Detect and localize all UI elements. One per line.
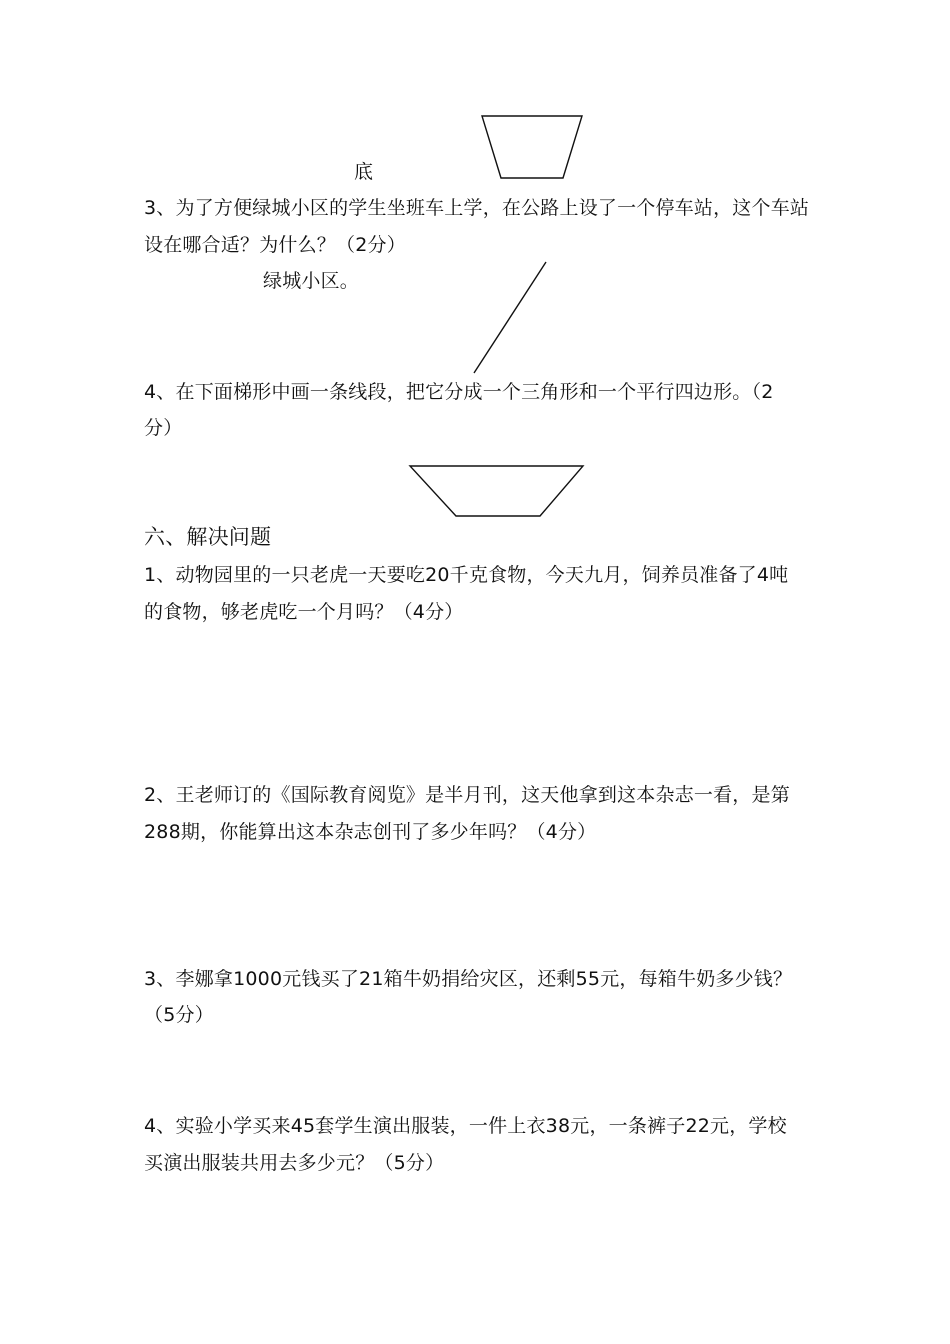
question-5-4-line2: 分） [144, 417, 183, 439]
question-6-1-line1: 1、动物园里的一只老虎一天要吃20千克食物，今天九月，饲养员准备了4吨 [144, 564, 789, 586]
community-label: 绿城小区。 [263, 270, 360, 292]
trapezoid-figure-bottom [410, 466, 583, 516]
question-5-3-line1: 3、为了方便绿城小区的学生坐班车上学，在公路上设了一个停车站，这个车站 [144, 197, 810, 219]
question-6-3-line1: 3、李娜拿1000元钱买了21箱牛奶捐给灾区，还剩55元，每箱牛奶多少钱？ [144, 968, 793, 990]
trapezoid-figure-top [482, 116, 582, 178]
question-5-4-line1: 4、在下面梯形中画一条线段，把它分成一个三角形和一个平行四边形。（2 [144, 381, 774, 403]
question-6-4-line1: 4、实验小学买来45套学生演出服装，一件上衣38元，一条裤子22元，学校 [144, 1115, 787, 1137]
question-5-3-line2: 设在哪合适？为什么？（2分） [144, 234, 406, 256]
question-6-2-line2: 288期，你能算出这本杂志创刊了多少年吗？（4分） [144, 821, 597, 843]
base-label: 底 [354, 161, 374, 183]
question-6-1-line2: 的食物，够老虎吃一个月吗？（4分） [144, 601, 464, 623]
section-heading: 六、解决问题 [144, 525, 272, 549]
question-6-2-line1: 2、王老师订的《国际教育阅览》是半月刊，这天他拿到这本杂志一看，是第 [144, 784, 790, 806]
road-line [474, 262, 546, 373]
question-6-4-line2: 买演出服装共用去多少元？（5分） [144, 1152, 445, 1174]
question-6-3-line2: （5分） [144, 1004, 214, 1026]
